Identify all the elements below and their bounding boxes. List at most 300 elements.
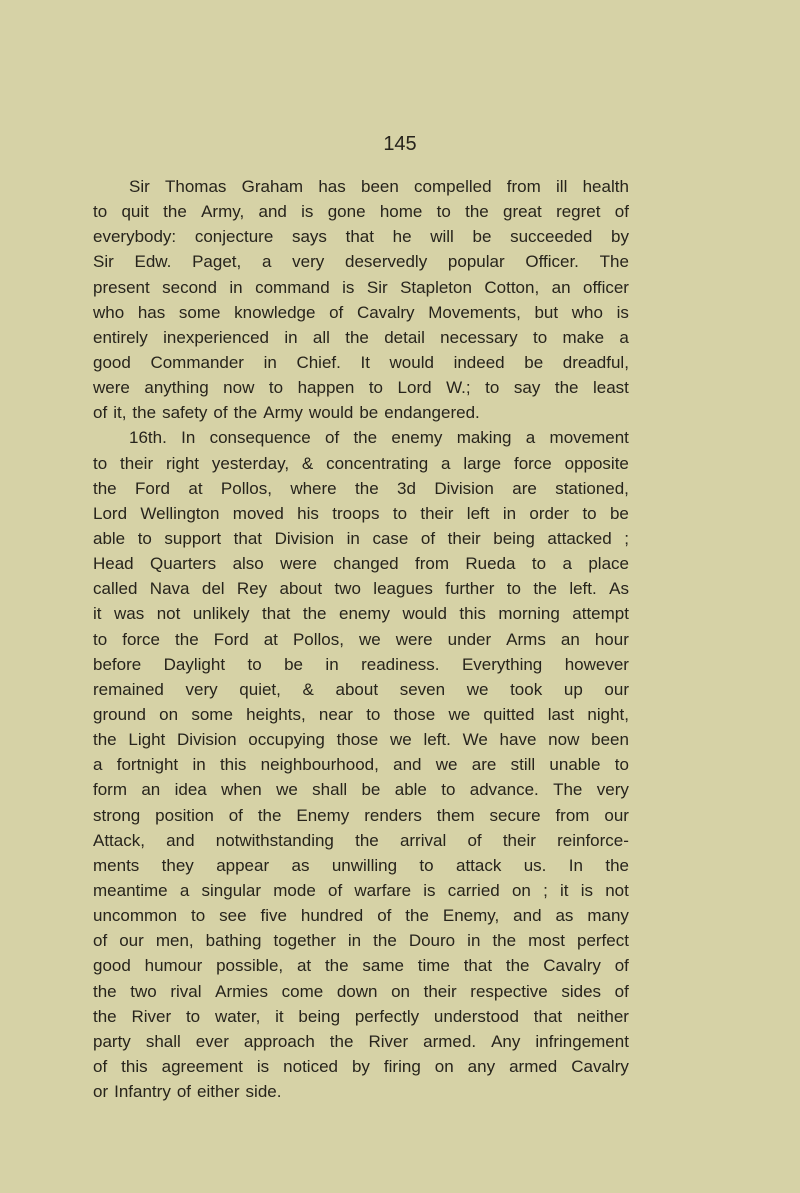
word: the [533,579,557,599]
word: arrival [399,830,447,850]
word: they [161,855,194,875]
word: to [268,378,284,398]
word: is [342,277,355,297]
word: carried [447,880,500,900]
word: our [119,931,144,951]
word: and [166,830,195,850]
word: as [555,906,574,926]
word: a [562,554,572,574]
word: called [93,579,138,599]
word: case [372,528,409,548]
text-line [93,828,629,853]
word: right [165,453,200,473]
word: idea [174,780,207,800]
word: leagues [373,579,433,599]
word: detail [384,327,425,347]
word: under [447,629,492,649]
word: as [291,855,310,875]
word: Cavalry [571,1056,629,1076]
word: & [302,679,314,699]
word: an [560,629,580,649]
text-line [93,199,629,224]
word: movement [549,428,629,448]
word: we [466,679,489,699]
word: safety [162,403,208,423]
word: unwilling [331,855,398,875]
word: Division [434,478,494,498]
word: it, [113,403,127,423]
word: ; [543,880,548,900]
word: to [366,704,381,724]
word: were [93,378,130,398]
word: and [258,202,287,222]
word: about [335,679,379,699]
word: the [93,981,117,1001]
word: took [510,679,543,699]
word: River [368,1031,409,1051]
word: be [524,352,544,372]
word: in [192,755,206,775]
word: before [93,654,142,674]
word: ever [195,1031,229,1051]
word: we [435,755,458,775]
word: consequence [209,428,311,448]
word: perfectly [354,1006,420,1026]
word: conjecture [194,227,274,247]
word: to [93,629,108,649]
word: Movements, [428,302,521,322]
word: Ford [135,478,170,498]
word: in [284,327,298,347]
text-line [93,551,629,576]
word: Infantry [114,1082,171,1102]
word: we [359,629,381,649]
word: We [462,730,488,750]
word: the [505,956,530,976]
word: home [379,202,423,222]
word: command [255,277,330,297]
word: their [502,830,536,850]
text-line [93,727,629,752]
word: stationed, [555,478,629,498]
word: In [181,428,196,448]
text-line [93,325,629,350]
word: this [121,1056,148,1076]
word: Stapleton [400,277,472,297]
word: endangered. [384,403,480,423]
word: to [531,554,547,574]
word: at [188,478,203,498]
word: and [393,755,422,775]
word: the [345,327,369,347]
word: this [219,755,247,775]
word: the [257,805,282,825]
word: the [605,855,629,875]
word: Rueda [465,554,516,574]
word: we [448,704,471,724]
word: noticed [283,1056,338,1076]
word: 3d [397,478,416,498]
word: to [191,906,206,926]
word: fortnight [116,755,179,775]
word: us. [523,855,547,875]
word: ground [93,704,146,724]
word: present [93,277,150,297]
text-line [93,350,629,375]
word: is [423,880,436,900]
word: party [93,1031,131,1051]
word: be [359,403,379,423]
word: of [324,428,340,448]
word: the [405,906,429,926]
word: in [263,352,277,372]
text-line [93,576,629,601]
word: strong [93,805,141,825]
word: Lord [397,378,432,398]
word: enemy [391,428,443,448]
word: been [591,730,629,750]
text-line [93,275,629,300]
text-line [93,677,629,702]
word: River [131,1006,172,1026]
word: time [417,956,450,976]
word: the [355,830,379,850]
text-line [93,526,629,551]
word: Quarters [150,554,217,574]
word: are [512,478,537,498]
text-line [93,979,629,1004]
text-line [93,1054,629,1079]
word: secure [489,805,541,825]
word: Enemy [296,805,350,825]
word: those [393,704,436,724]
word: Sir [93,252,114,272]
word: Wellington [140,503,220,523]
word: rival [170,981,202,1001]
word: Commander [150,352,244,372]
word: deservedly [344,252,428,272]
word: Division [177,730,237,750]
word: remained [93,679,164,699]
word: a [441,453,451,473]
word: position [155,805,214,825]
word: be [472,227,492,247]
word: their [420,503,454,523]
word: enemy [338,604,391,624]
word: the [329,1031,354,1051]
text-block [93,174,629,1104]
word: W.; [446,378,471,398]
word: any [467,1056,496,1076]
word: of [614,981,629,1001]
word: least [593,378,629,398]
word: bathing [205,931,262,951]
word: make [562,327,605,347]
text-line [93,451,629,476]
word: heights, [246,704,306,724]
word: at [296,956,312,976]
word: of [328,880,343,900]
word: Sir [129,177,150,196]
word: who [93,302,125,322]
word: good [93,956,131,976]
word: occupying [248,730,325,750]
word: of [213,403,228,423]
word: understood [433,1006,519,1026]
word: either [197,1082,240,1102]
word: that [463,956,493,976]
word: Arms [506,629,546,649]
word: yesterday, [211,453,290,473]
page-number: 145 [383,133,417,155]
text-line [93,627,629,652]
word: Graham [241,177,304,196]
word: succeeded [510,227,593,247]
word: appear [216,855,270,875]
word: ments [93,855,140,875]
word: It [360,352,370,372]
word: armed [509,1056,558,1076]
word: to [185,1006,201,1026]
word: to [419,855,434,875]
word: would [402,604,447,624]
word: sides [561,981,602,1001]
word: Daylight [163,654,226,674]
word: that [533,1006,563,1026]
text-line [93,777,629,802]
word: a [525,428,536,448]
word: in [467,931,481,951]
word: last [547,704,575,724]
word: the [93,1006,117,1026]
word: this [459,604,486,624]
word: by [611,227,629,247]
word: it [93,604,102,624]
word: and [513,906,542,926]
word: hundred [300,906,364,926]
text-line [93,501,629,526]
word: concentrating [326,453,429,473]
word: is [301,202,314,222]
text-line [93,1079,629,1104]
word: Everything [461,654,543,674]
word: Paget, [192,252,242,272]
word: from [555,805,590,825]
word: the [554,378,579,398]
word: good [93,352,131,372]
word: Rey [236,579,268,599]
word: very [185,679,218,699]
word: many [587,906,629,926]
word: unable [549,755,601,775]
text-line [93,375,629,400]
word: the [373,931,397,951]
word: inexperienced [163,327,269,347]
word: be [361,780,381,800]
word: Pollos, [292,629,344,649]
text-line [93,224,629,249]
word: the [175,629,199,649]
word: notwithstanding [215,830,334,850]
word: Nava [149,579,190,599]
word: the [353,428,378,448]
word: their [423,981,457,1001]
text-line [93,903,629,928]
word: are [471,755,497,775]
word: in [502,503,517,523]
word: be [609,503,629,523]
word: Army, [201,202,245,222]
word: Douro [408,931,456,951]
text-line [93,249,629,274]
word: however [564,654,629,674]
word: necessary [440,327,518,347]
word: is [256,1056,270,1076]
text-line [93,878,629,903]
word: Division [274,528,335,548]
word: or [93,1082,109,1102]
text-line [93,1004,629,1029]
word: says [291,227,327,247]
word: dreadful, [562,352,629,372]
word: everybody: [93,227,177,247]
word: officer [582,277,629,297]
word: perfect [576,931,629,951]
word: two [130,981,157,1001]
word: neighbourhood, [260,755,379,775]
text-line [93,803,629,828]
word: able [394,780,427,800]
word: the [492,931,517,951]
word: able [93,528,126,548]
word: indeed [453,352,505,372]
word: that [345,227,374,247]
word: were [395,629,433,649]
word: is [616,302,629,322]
word: have [499,730,537,750]
word: agreement [161,1056,243,1076]
word: all [312,327,330,347]
word: to [441,780,456,800]
text-line [93,300,629,325]
word: of [614,202,629,222]
word: of [377,906,392,926]
word: The [599,252,629,272]
word: infringement [535,1031,629,1051]
word: to [392,503,408,523]
word: water, [214,1006,261,1026]
word: were [280,554,317,574]
word: attacked [547,528,612,548]
word: morning [498,604,560,624]
word: the [302,604,327,624]
word: great [503,202,542,222]
word: see [219,906,247,926]
word: to [93,453,108,473]
word: same [362,956,404,976]
word: unlikely [192,604,250,624]
word: has [318,177,346,196]
word: now [548,730,580,750]
word: near [318,704,353,724]
text-line [93,702,629,727]
word: men, [155,931,194,951]
word: say [513,378,541,398]
word: Army [263,403,303,423]
word: neither [576,1006,629,1026]
word: of [329,302,344,322]
word: left. [569,579,597,599]
word: left. [423,730,451,750]
word: to [137,528,152,548]
word: of [93,403,108,423]
word: to [532,327,548,347]
word: a [93,755,103,775]
word: of [93,931,108,951]
word: making [456,428,512,448]
word: Cavalry [356,302,415,322]
word: shall [145,1031,181,1051]
word: that [233,528,263,548]
word: 16th. [129,428,167,448]
word: Attack, [93,830,145,850]
word: was [113,604,145,624]
word: where [290,478,337,498]
word: of [176,1082,192,1102]
word: Thomas [165,177,227,196]
word: Edw. [134,252,172,272]
word: In [568,855,583,875]
word: Armies [215,981,269,1001]
word: regret [556,202,601,222]
word: up [563,679,583,699]
word: seven [399,679,446,699]
word: the [324,956,349,976]
word: he [392,227,412,247]
word: place [588,554,629,574]
word: most [528,931,565,951]
word: to [368,378,384,398]
word: second [162,277,217,297]
word: to [582,503,597,523]
word: to [93,202,108,222]
word: Officer. [525,252,579,272]
word: support [164,528,222,548]
word: renders [364,805,422,825]
word: attack [455,855,502,875]
word: very [292,252,325,272]
word: being [298,1006,341,1026]
word: on [434,1056,454,1076]
word: it [275,1006,284,1026]
word: Pollos, [220,478,272,498]
word: it [560,880,569,900]
word: down [336,981,378,1001]
word: in [346,528,360,548]
word: a [261,252,272,272]
word: of [420,528,436,548]
word: our [604,805,629,825]
word: to [436,202,451,222]
word: the [355,478,379,498]
word: popular [447,252,505,272]
word: compelled [414,177,492,196]
word: being [493,528,535,548]
word: attempt [572,604,629,624]
word: health [582,177,629,196]
word: an [551,277,571,297]
word: Any [491,1031,521,1051]
